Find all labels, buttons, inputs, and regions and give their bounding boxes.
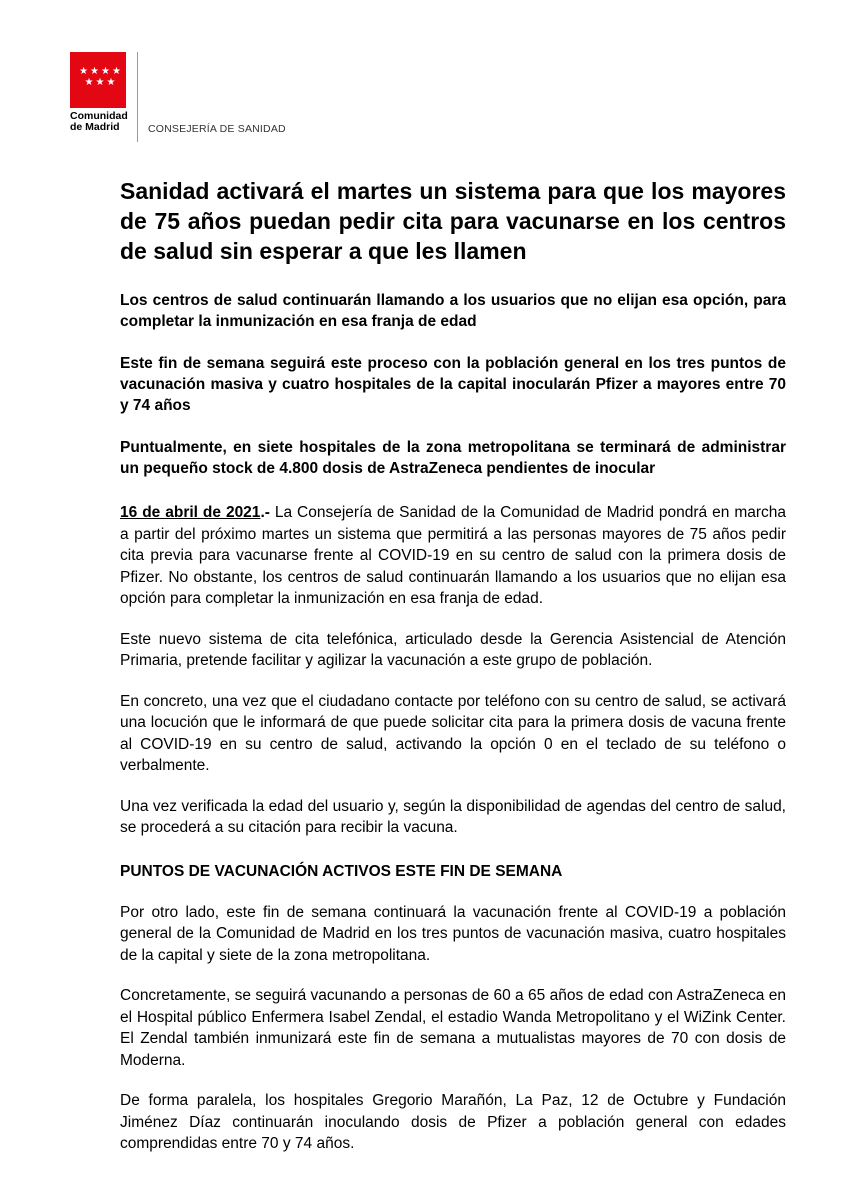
- section-paragraph-1: Por otro lado, este fin de semana continuará la vacunación frente al COVID-19 a población general de la Comunidad de Madrid en los tres puntos de vacunación masiva, cuatro hospitales de la capital y siete de la zona metropolitana.: [120, 903, 786, 964]
- press-release: [120, 176, 786, 1155]
- subtitle-2: Este fin de semana seguirá este proceso con la población general en los tres puntos de vacunación masiva y cuatro hospitales de la capital inocularán Pfizer a mayores entre 70 y 74 años: [120, 355, 786, 414]
- subtitle-1: Los centros de salud continuarán llamando a los usuarios que no elijan esa opción, para completar la inmunización en esa franja de edad: [120, 292, 786, 330]
- star-icon: ★: [90, 66, 99, 77]
- logo-text: [70, 111, 128, 133]
- lead-text: La Consejería de Sanidad de la Comunidad de Madrid pondrá en marcha a partir del próximo martes un sistema que permitirá a las personas mayores de 75 años pedir cita previa para vacunarse frente al COVID-19 en su centro de salud con la primera dosis de Pfizer. No obstante, los centros de salud continuarán llamando a los usuarios que no elijan esa opción para completar la inmunización en esa franja de edad.: [120, 504, 786, 607]
- star-icon: ★: [79, 66, 89, 77]
- star-icon: ★: [84, 77, 94, 88]
- star-icon: ★: [95, 77, 105, 88]
- star-icon: ★: [111, 66, 121, 77]
- logo-text-line1: Comunidad: [70, 110, 128, 122]
- paragraph-1: Este nuevo sistema de cita telefónica, articulado desde la Gerencia Asistencial de Atención Primaria, pretende facilitar y agilizar la vacunación a este grupo de población.: [120, 630, 786, 669]
- lead-paragraph: [120, 502, 786, 610]
- star-icon: ★: [106, 77, 116, 88]
- department-name: CONSEJERÍA DE SANIDAD: [148, 123, 286, 135]
- section-paragraph-2: Concretamente, se seguirá vacunando a personas de 60 a 65 años de edad con AstraZeneca en el Hospital público Enfermera Isabel Zendal, el estadio Wanda Metropolitano y el WiZink Center. El Zendal también inmunizará este fin de semana a mutualistas mayores de 70 con dosis de Moderna.: [120, 987, 786, 1069]
- comunidad-de-madrid-logo: [70, 52, 128, 133]
- logo-text-line2: de Madrid: [70, 121, 120, 133]
- article-title: Sanidad activará el martes un sistema para que los mayores de 75 años puedan pedir cita para vacunarse en los centros de salud sin esperar a que les llamen: [120, 178, 786, 264]
- subtitle-3: Puntualmente, en siete hospitales de la zona metropolitana se terminará de administrar un pequeño stock de 4.800 dosis de AstraZeneca pendientes de inocular: [120, 439, 786, 477]
- date-separator: .-: [260, 504, 270, 521]
- paragraph-2: En concreto, una vez que el ciudadano contacte por teléfono con su centro de salud, se activará una locución que le informará de que puede solicitar cita para la primera dosis de vacuna frente al COVID-19 en su centro de salud, activando la opción 0 en el teclado de su teléfono o verbalmente.: [120, 692, 786, 774]
- logo-stars: [78, 66, 122, 88]
- section-heading: PUNTOS DE VACUNACIÓN ACTIVOS ESTE FIN DE SEMANA: [120, 862, 563, 880]
- logo-red-square: [70, 52, 126, 108]
- release-date: 16 de abril de 2021: [120, 504, 261, 521]
- section-paragraph-3: De forma paralela, los hospitales Gregorio Marañón, La Paz, 12 de Octubre y Fundación Jiménez Díaz continuarán inoculando dosis de Pfizer a población general con edades comprendidas entre 70 y 74 años.: [120, 1092, 786, 1152]
- star-icon: ★: [101, 66, 110, 77]
- paragraph-3: Una vez verificada la edad del usuario y, según la disponibilidad de agendas del centro de salud, se procederá a su citación para recibir la vacuna.: [120, 797, 786, 836]
- header-divider: [137, 52, 138, 142]
